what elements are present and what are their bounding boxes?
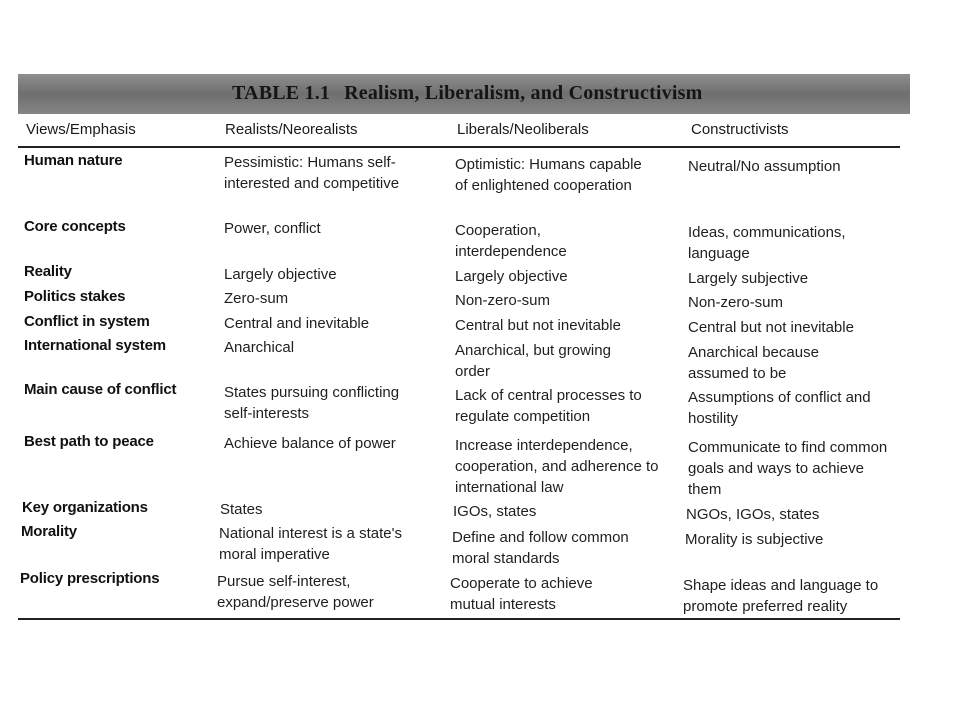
cell-liberals-morality: Define and follow common moral standards	[452, 529, 629, 567]
cell-realists-key-organizations: States	[220, 501, 263, 518]
cell-realists-best-path-to-peace: Achieve balance of power	[224, 435, 396, 452]
cell-constructivists-policy-prescriptions: Shape ideas and language to promote preferred reality	[683, 577, 879, 615]
cell-liberals-international-system: Anarchical, but growing order	[455, 342, 611, 380]
cell-liberals-key-organizations: IGOs, states	[453, 503, 537, 520]
table-title-text: Realism, Liberalism, and Constructivism	[344, 82, 703, 104]
cell-realists-reality: Largely objective	[224, 266, 337, 283]
cell-realists-international-system: Anarchical	[224, 339, 295, 356]
row-label-reality: Reality	[24, 263, 72, 280]
cell-liberals-human-nature: Optimistic: Humans capable of enlightened cooperation	[455, 156, 642, 194]
row-label-key-organizations: Key organizations	[22, 499, 148, 516]
table-title-bar	[18, 74, 910, 114]
header-liberals: Liberals/Neoliberals	[457, 121, 589, 138]
cell-constructivists-main-cause-of-conflict: Assumptions of conflict and hostility	[688, 389, 871, 427]
row-label-main-cause-of-conflict: Main cause of conflict	[24, 381, 177, 398]
cell-constructivists-core-concepts: Ideas, communications, language	[688, 224, 846, 262]
cell-realists-main-cause-of-conflict: States pursuing conflicting self-interests	[224, 384, 400, 422]
cell-constructivists-conflict-in-system: Central but not inevitable	[688, 319, 854, 336]
header-rule	[18, 146, 900, 148]
header-realists: Realists/Neorealists	[225, 121, 358, 138]
table-title	[232, 82, 702, 105]
cell-constructivists-reality: Largely subjective	[688, 270, 809, 287]
cell-constructivists-politics-stakes: Non-zero-sum	[688, 294, 784, 311]
row-label-core-concepts: Core concepts	[24, 218, 126, 235]
table-bottom-rule	[18, 618, 900, 620]
cell-realists-morality: National interest is a state's moral imperative	[219, 525, 402, 563]
cell-liberals-best-path-to-peace: Increase interdependence, cooperation, and adherence to international law	[455, 437, 659, 496]
cell-liberals-conflict-in-system: Central but not inevitable	[455, 317, 621, 334]
cell-realists-conflict-in-system: Central and inevitable	[224, 315, 370, 332]
cell-realists-policy-prescriptions: Pursue self-interest, expand/preserve power	[217, 573, 374, 611]
cell-constructivists-morality: Morality is subjective	[685, 531, 824, 548]
cell-liberals-core-concepts: Cooperation, interdependence	[455, 222, 567, 260]
cell-constructivists-best-path-to-peace: Communicate to find common goals and ways to achieve them	[688, 439, 888, 498]
cell-realists-core-concepts: Power, conflict	[224, 220, 321, 237]
row-label-best-path-to-peace: Best path to peace	[24, 433, 154, 450]
cell-constructivists-key-organizations: NGOs, IGOs, states	[686, 506, 820, 523]
row-label-international-system: International system	[24, 337, 166, 354]
cell-liberals-main-cause-of-conflict: Lack of central processes to regulate competition	[455, 387, 642, 425]
cell-realists-politics-stakes: Zero-sum	[224, 290, 289, 307]
table-number: TABLE 1.1	[232, 82, 331, 104]
row-label-morality: Morality	[21, 523, 77, 540]
header-constructivists: Constructivists	[691, 121, 789, 138]
cell-liberals-policy-prescriptions: Cooperate to achieve mutual interests	[450, 575, 593, 613]
header-views-emphasis: Views/Emphasis	[26, 121, 136, 138]
row-label-politics-stakes: Politics stakes	[24, 288, 126, 305]
cell-realists-human-nature: Pessimistic: Humans self-interested and competitive	[224, 154, 400, 192]
row-label-policy-prescriptions: Policy prescriptions	[20, 570, 160, 587]
cell-liberals-reality: Largely objective	[455, 268, 568, 285]
cell-constructivists-international-system: Anarchical because assumed to be	[688, 344, 819, 382]
cell-liberals-politics-stakes: Non-zero-sum	[455, 292, 551, 309]
cell-constructivists-human-nature: Neutral/No assumption	[688, 158, 841, 175]
row-label-conflict-in-system: Conflict in system	[24, 313, 150, 330]
row-label-human-nature: Human nature	[24, 152, 123, 169]
